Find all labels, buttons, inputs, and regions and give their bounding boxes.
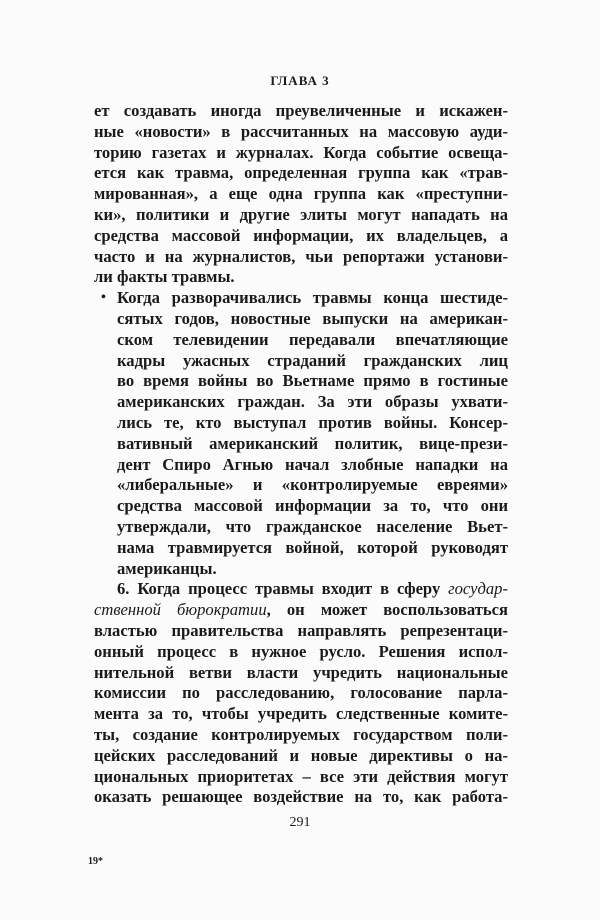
text-line: ты, создание контролируемых государством поли- — [94, 724, 508, 744]
bullet-text-line — [117, 351, 508, 372]
bullet-text-line — [117, 413, 508, 434]
italic-text-segment: ственной бюрократии — [94, 600, 267, 620]
bullet-text-line — [117, 392, 508, 413]
text-line: ет создавать иногда преувеличенные и искажен- — [94, 101, 508, 120]
bullet-icon: • — [101, 290, 106, 306]
bullet-text-line — [117, 309, 508, 330]
page-number: 291 — [289, 815, 311, 830]
bullet-line-text: утверждали, что гражданское население Вьет- — [117, 516, 508, 536]
bullet-line-text: вативный американский политик, вице-прези- — [117, 433, 508, 453]
bullet-line-text: средства массовой информации за то, что они — [117, 496, 508, 516]
bullet-text-line — [117, 330, 508, 351]
bullet-line-text: ском телевидении передавали впечатляющие — [117, 329, 508, 349]
bullet-text-line — [101, 288, 508, 309]
bullet-line-text: «либеральные» и «контролируемые евреями» — [117, 475, 508, 495]
text-line: мированная», а еще одна группа как «преступни- — [94, 184, 508, 204]
text-line: средства массовой информации, их владельцев, а — [94, 225, 508, 245]
text-line — [94, 579, 508, 600]
chapter-header: ГЛАВА 3 — [270, 73, 330, 88]
page-body — [94, 101, 508, 808]
bullet-line-text: нама травмируется войной, которой руководят — [117, 537, 508, 557]
text-line: ется как травма, определенная группа как «трав- — [94, 163, 508, 183]
bullet-text-line — [117, 371, 508, 392]
signature-mark: 19* — [88, 856, 103, 867]
text-segment: 6. Когда процесс травмы входит в сферу — [117, 579, 449, 599]
text-line: ные «новости» в рассчитанных на массовую ауди- — [94, 121, 508, 141]
text-line: мента за то, чтобы учредить следственные комите- — [94, 704, 508, 724]
text-line: часто и на журналистов, чьи репортажи установи- — [94, 246, 508, 266]
bullet-line-text: лись те, кто выступал против войны. Консер- — [117, 412, 508, 432]
text-line: оказать решающее воздействие на то, как работа- — [94, 787, 508, 807]
text-line: ли факты травмы. — [94, 267, 235, 287]
bullet-line-text: дент Спиро Агнью начал злобные нападки на — [117, 454, 508, 474]
bullet-line-text: во время войны во Вьетнаме прямо в гостиные — [117, 371, 508, 391]
bullet-text-line — [117, 538, 508, 559]
text-line: комиссии по расследованию, голосование парла- — [94, 683, 508, 703]
bullet-line-text: Когда разворачивались травмы конца шестиде- — [117, 288, 508, 308]
text-line: властью правительства направлять репрезентаци- — [94, 620, 508, 640]
text-segment: , он может воспользоваться — [266, 600, 508, 620]
text-line — [94, 600, 508, 621]
text-line: ки», политики и другие элиты могут нападать на — [94, 204, 508, 224]
bullet-text-line — [117, 496, 508, 517]
bullet-line-text: американцы. — [117, 558, 217, 578]
bullet-text-line — [117, 559, 508, 580]
bullet-text-line — [117, 517, 508, 538]
bullet-line-text: американских граждан. За эти образы ухвати- — [117, 392, 508, 412]
text-line: нительной ветви власти учредить национальные — [94, 662, 508, 682]
text-line: циональных приоритетах – все эти действия могут — [94, 766, 508, 786]
text-line: цейских расследований и новые директивы о на- — [94, 745, 508, 765]
bullet-text-line — [117, 455, 508, 476]
text-line: торию газетах и журналах. Когда событие освеща- — [94, 142, 508, 162]
bullet-line-text: сятых годов, новостные выпуски на американ- — [117, 308, 508, 328]
bullet-text-line — [117, 434, 508, 455]
bullet-line-text: кадры ужасных страданий гражданских лиц — [117, 350, 508, 370]
text-line: онный процесс в нужное русло. Решения испол- — [94, 641, 508, 661]
bullet-text-line — [117, 475, 508, 496]
italic-text-segment: государ- — [448, 579, 508, 599]
